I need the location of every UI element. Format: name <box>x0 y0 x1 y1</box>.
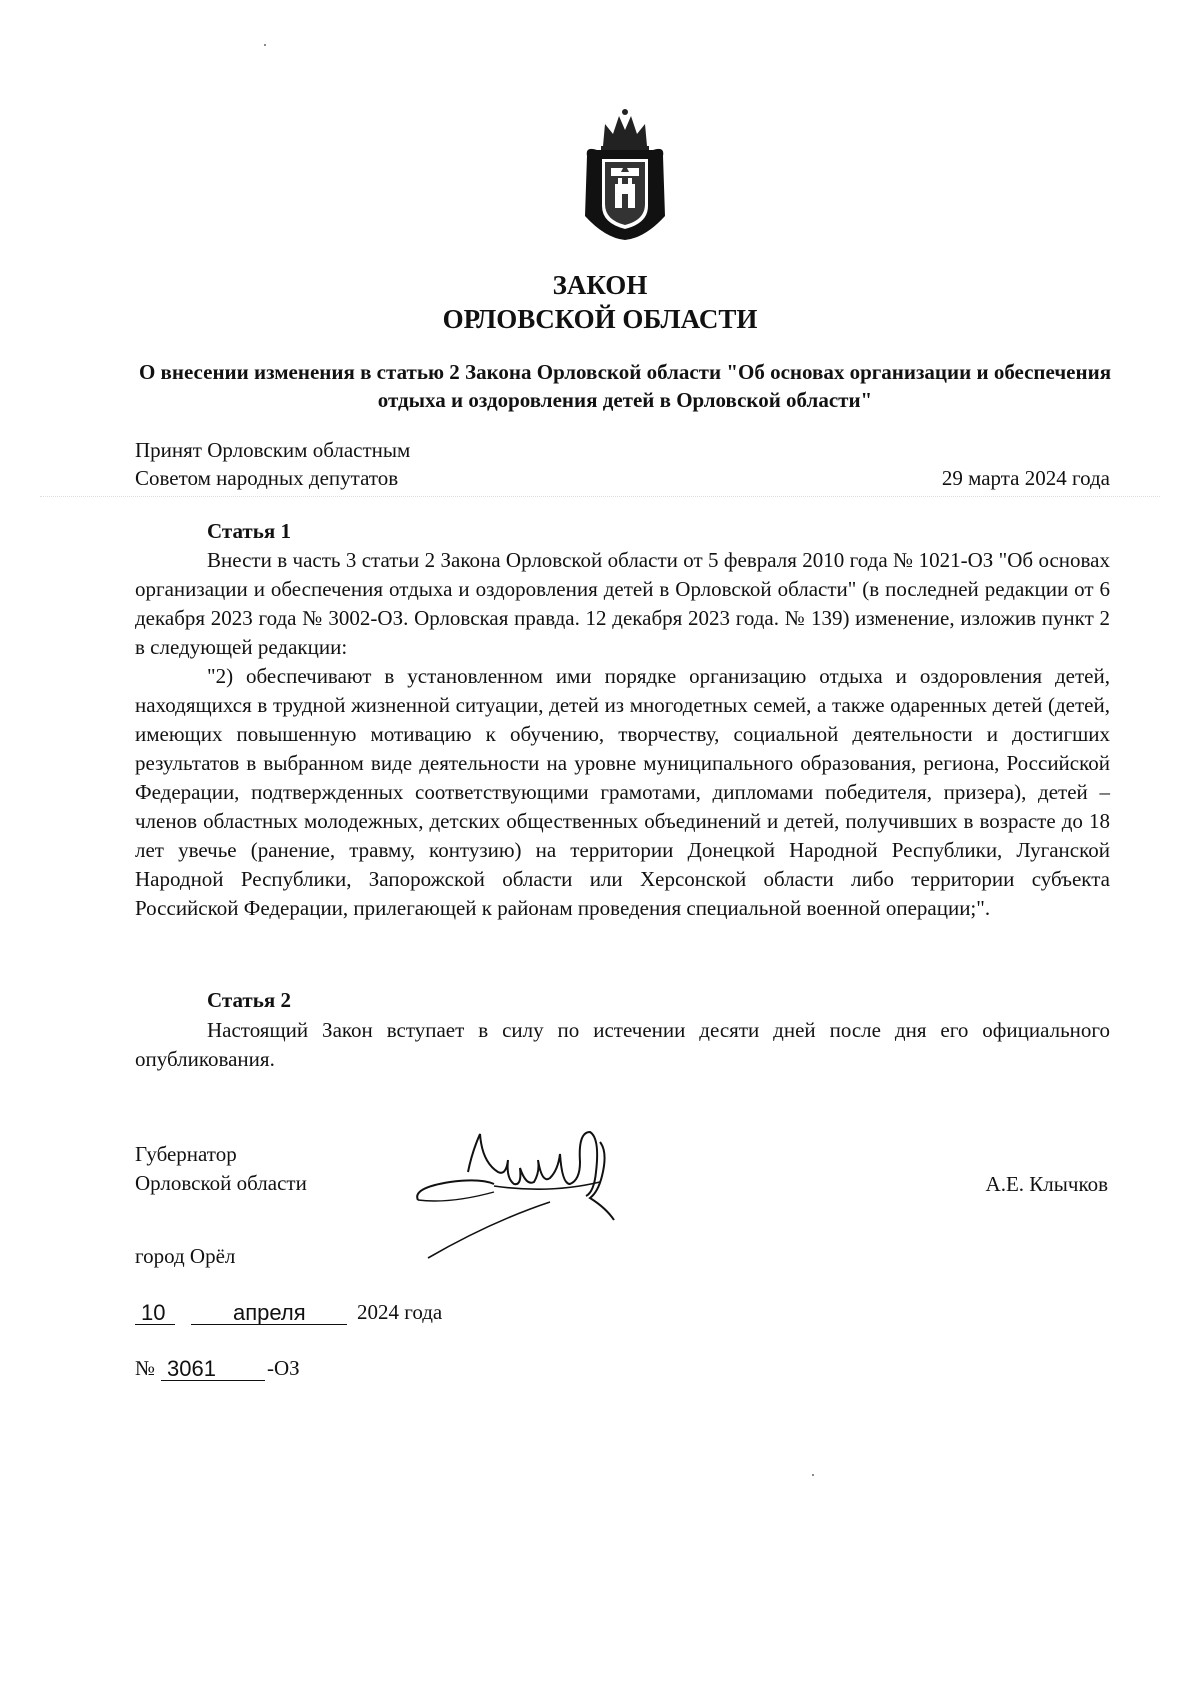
signing-date <box>135 1300 535 1330</box>
coat-of-arms-emblem <box>575 106 675 246</box>
signing-day: 10 <box>141 1300 166 1325</box>
law-number-value: 3061 <box>167 1356 216 1381</box>
number-sign: № <box>135 1356 156 1380</box>
scan-speck <box>264 44 266 46</box>
position-line-1: Губернатор <box>135 1142 237 1166</box>
document-issuer: ОРЛОВСКОЙ ОБЛАСТИ <box>442 304 758 334</box>
signing-year: 2024 года <box>357 1300 443 1324</box>
adoption-line-1: Принят Орловским областным <box>135 438 411 462</box>
signing-month: апреля <box>233 1300 306 1325</box>
divider <box>40 496 1160 497</box>
position-line-2: Орловской области <box>135 1171 307 1195</box>
article-1-heading: Статья 1 <box>207 519 291 543</box>
signatory-name: А.Е. Клычков <box>985 1172 1108 1196</box>
law-subject-title: О внесении изменения в статью 2 Закона Орловской области "Об основах организации и обеспечения отдыха и оздоровления детей в Орловской области" <box>138 360 1112 412</box>
scan-speck <box>812 1474 814 1476</box>
adoption-body <box>135 436 410 492</box>
adoption-date: 29 марта 2024 года <box>941 466 1110 490</box>
document-title: ЗАКОН <box>552 270 648 300</box>
signatory-position <box>135 1140 307 1198</box>
law-number <box>135 1356 435 1386</box>
article-1-quoted-text: "2) обеспечивают в установленном ими порядке организацию отдыха и оздоровления детей, находящихся в трудной жизненной ситуации, детей из многодетных семей, а также одаренных детей (детей, имеющих повышенную мотивацию к обучению, творчеству, социальной деятельности и достигших результатов в выбранном виде деятельности на уровне муниципального образования, региона, Российской Федерации, подтвержденных соответствующими грамотами, дипломами победителя, призера), детей – членов областных молодежных, детских общественных объединений и детей, получивших в возрасте до 18 лет увечье (ранение, травму, контузию) на территории Донецкой Народной Республики, Луганской Народной Республики, Запорожской области или Херсонской области либо территории субъекта Российской Федерации, прилегающей к районам проведения специальной военной операции;". <box>135 664 1110 920</box>
article-1-intro: Внести в часть 3 статьи 2 Закона Орловской области от 5 февраля 2010 года № 1021-ОЗ "Об основах организации и обеспечения отдыха и оздоровления детей в Орловской области" (в последней редакции от 6 декабря 2023 года № 3002-ОЗ. Орловская правда. 12 декабря 2023 года. № 139) изменение, изложив пункт 2 в следующей редакции: <box>135 548 1110 659</box>
article-2-text: Настоящий Закон вступает в силу по истечении десяти дней после дня его официального опубликования. <box>135 1018 1110 1071</box>
article-2-heading: Статья 2 <box>207 988 291 1012</box>
handwritten-signature <box>410 1112 650 1262</box>
number-suffix: -ОЗ <box>267 1356 300 1380</box>
city: город Орёл <box>135 1244 236 1268</box>
adoption-line-2: Советом народных депутатов <box>135 466 399 490</box>
